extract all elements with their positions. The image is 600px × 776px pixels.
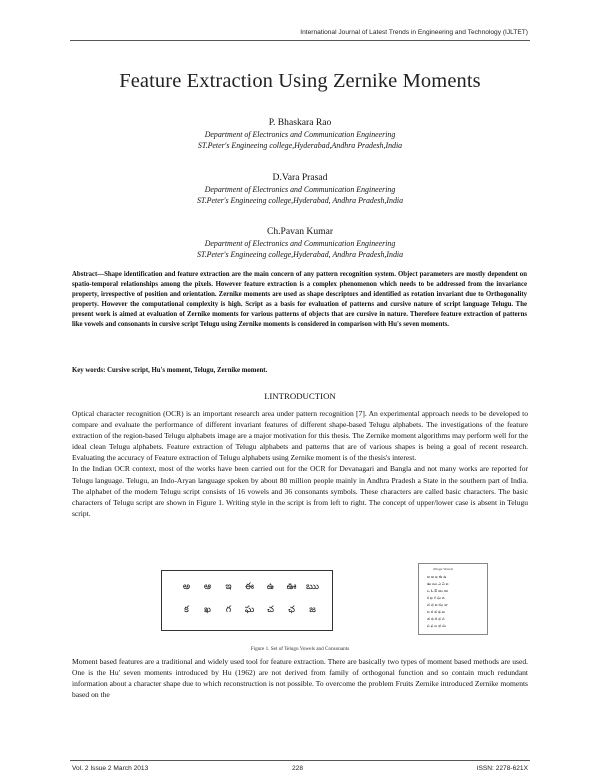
author-department: Department of Electronics and Communication Engineering [204, 239, 396, 248]
author-block-3 [0, 225, 600, 260]
glyph: అ [182, 582, 191, 592]
figure-list-line: క ఖ గ ఘ ఙ [427, 596, 445, 600]
author-department: Department of Electronics and Communication Engineering [204, 130, 396, 139]
glyph: ఖ [204, 605, 211, 615]
glyph: గ [225, 605, 232, 615]
figure-list-line: ఒ ఓ ఔ అం అః [427, 589, 449, 593]
author-name: Ch.Pavan Kumar [266, 226, 334, 237]
author-name: D.Vara Prasad [272, 172, 328, 183]
glyph: ఇ [225, 582, 232, 592]
glyph: ఈ [245, 582, 254, 592]
page-number: 228 [292, 765, 304, 772]
figure-list-line: ప ఫ బ భ మ [427, 624, 446, 628]
figure-list-line: ఊ ఋ ఎ ఏ ఐ [427, 582, 449, 586]
author-institution: ST.Peter's Engineeing college,Hyderabad,Andhra Pradesh,India [197, 141, 403, 150]
footer-issn: ISSN: 2278-621X [476, 765, 528, 772]
glyph: క [184, 605, 189, 615]
glyph: జ [309, 605, 316, 615]
figure-list-line: చ ఛ జ ఝ ఞ [427, 603, 448, 607]
figure-list-line: త థ ద ధ న [427, 617, 445, 621]
glyph-row-consonants [176, 604, 323, 617]
figure-telugu-list [418, 563, 488, 635]
author-name: P. Bhaskara Rao [268, 117, 332, 128]
glyph: ఆ [203, 582, 212, 592]
glyph: ఘ [244, 605, 255, 615]
paragraph: In the Indian OCR context, most of the works have been carried out for the OCR for Devanagari and Bangla and not many works are reported for Telugu language. Telugu, an Indo-Aryan language spoken by about 80 million people mainly in Andhra Pradesh a State in the southern part of India. The alphabet of the modern Telugu script consists of 16 vowels and 36 consonants symbols. These characters are called basic characters. The basic characters of Telugu script are shown in Figure 1. Writing style in the script is from left to right. The concept of upper/lower case is absent in Telugu script. [72, 464, 528, 518]
glyph-row-vowels [176, 581, 323, 594]
section-heading: I.INTRODUCTION [264, 391, 336, 401]
author-institution: ST.Peter's Engineeing college,Hyderabad, Andhra Pradesh,India [196, 250, 404, 259]
footer-volume: Vol. 2 Issue 2 March 2013 [72, 765, 149, 772]
paragraph: Moment based features are a traditional and widely used tool for feature extraction. There are basically two types of moment based methods are used. One is the Hu' seven moments introduced by Hu (1962) are not derived from family of orthogonal function and so contain much redundant information about a character shape due to which reconstruction is not possible. To overcome the problem Fruits Zernike introduced Zernike moments based on the [72, 657, 528, 700]
closing-text [72, 656, 528, 700]
figure-list-caption: Telugu Vowels [433, 567, 453, 571]
paper-title: Feature Extraction Using Zernike Moments [119, 70, 481, 92]
footer-rule [70, 760, 530, 761]
header-rule [70, 40, 530, 41]
paragraph: Optical character recognition (OCR) is an important research area under pattern recognition [7]. An experimental approach needs to be developed to compare and evaluate the performance of different invariant features of different shape-based Telugu alphabets. The investigations of the feature extraction of the region-based Telugu alphabets image are a major motivation for this thesis. The Zernike moment algorithms may perform well for the ideal clean Telugu alphabets. Feature extraction of Telugu alphabets and patterns that are of various shapes is being a goal of recent research. Evaluating the accuracy of Feature extraction of Telugu alphabets using Zernike moment is of the thesis's interest. [72, 409, 528, 463]
figure-telugu-characters [161, 570, 333, 631]
author-block-2 [0, 171, 600, 206]
author-institution: ST.Peter's Engineeing college,Hyderabad, Andhra Pradesh,India [196, 196, 404, 205]
journal-header: International Journal of Latest Trends in Engineering and Technology (IJLTET) [300, 29, 528, 36]
glyph: ఛ [288, 605, 295, 615]
author-block-1 [0, 116, 600, 151]
glyph: చ [267, 605, 274, 615]
glyph: ఉ [266, 582, 275, 592]
keywords: Key words: Cursive script, Hu's moment, Telugu, Zernike moment. [72, 367, 268, 374]
figure-list-line: అ ఆ ఇ ఈ ఉ [427, 575, 447, 579]
glyph: ఋ [306, 582, 319, 592]
introduction-text [72, 408, 528, 519]
glyph: ఊ [286, 582, 297, 592]
figure-list-line: ట ఠ డ ఢ ణ [427, 610, 445, 614]
author-department: Department of Electronics and Communication Engineering [204, 185, 396, 194]
figure-caption: Figure 1. Set of Telugu Vowels and Consonants [250, 646, 350, 652]
abstract: Abstract—Shape identification and feature extraction are the main concern of any pattern recognition system. Object parameters are mostly dependent on spatio-temporal relationships among the pixels. However feature extraction is a complex phenomenon which needs to be addressed from the invariance property, irrespective of position and orientation. Zernike moments are used as shape descriptors and identified as rotation invariant due to Orthogonality property. However the computational complexity is high. Script as a basis for evaluation of patterns and cursive nature of script language Telugu. The present work is aimed at evaluation of Zernike moments for various patterns of objects that are cursive in nature. Therefore feature extraction of patterns like vowels and consonants in cursive script Telugu using Zernike moments is considered in comparison with Hu's seven moments. [72, 271, 527, 328]
